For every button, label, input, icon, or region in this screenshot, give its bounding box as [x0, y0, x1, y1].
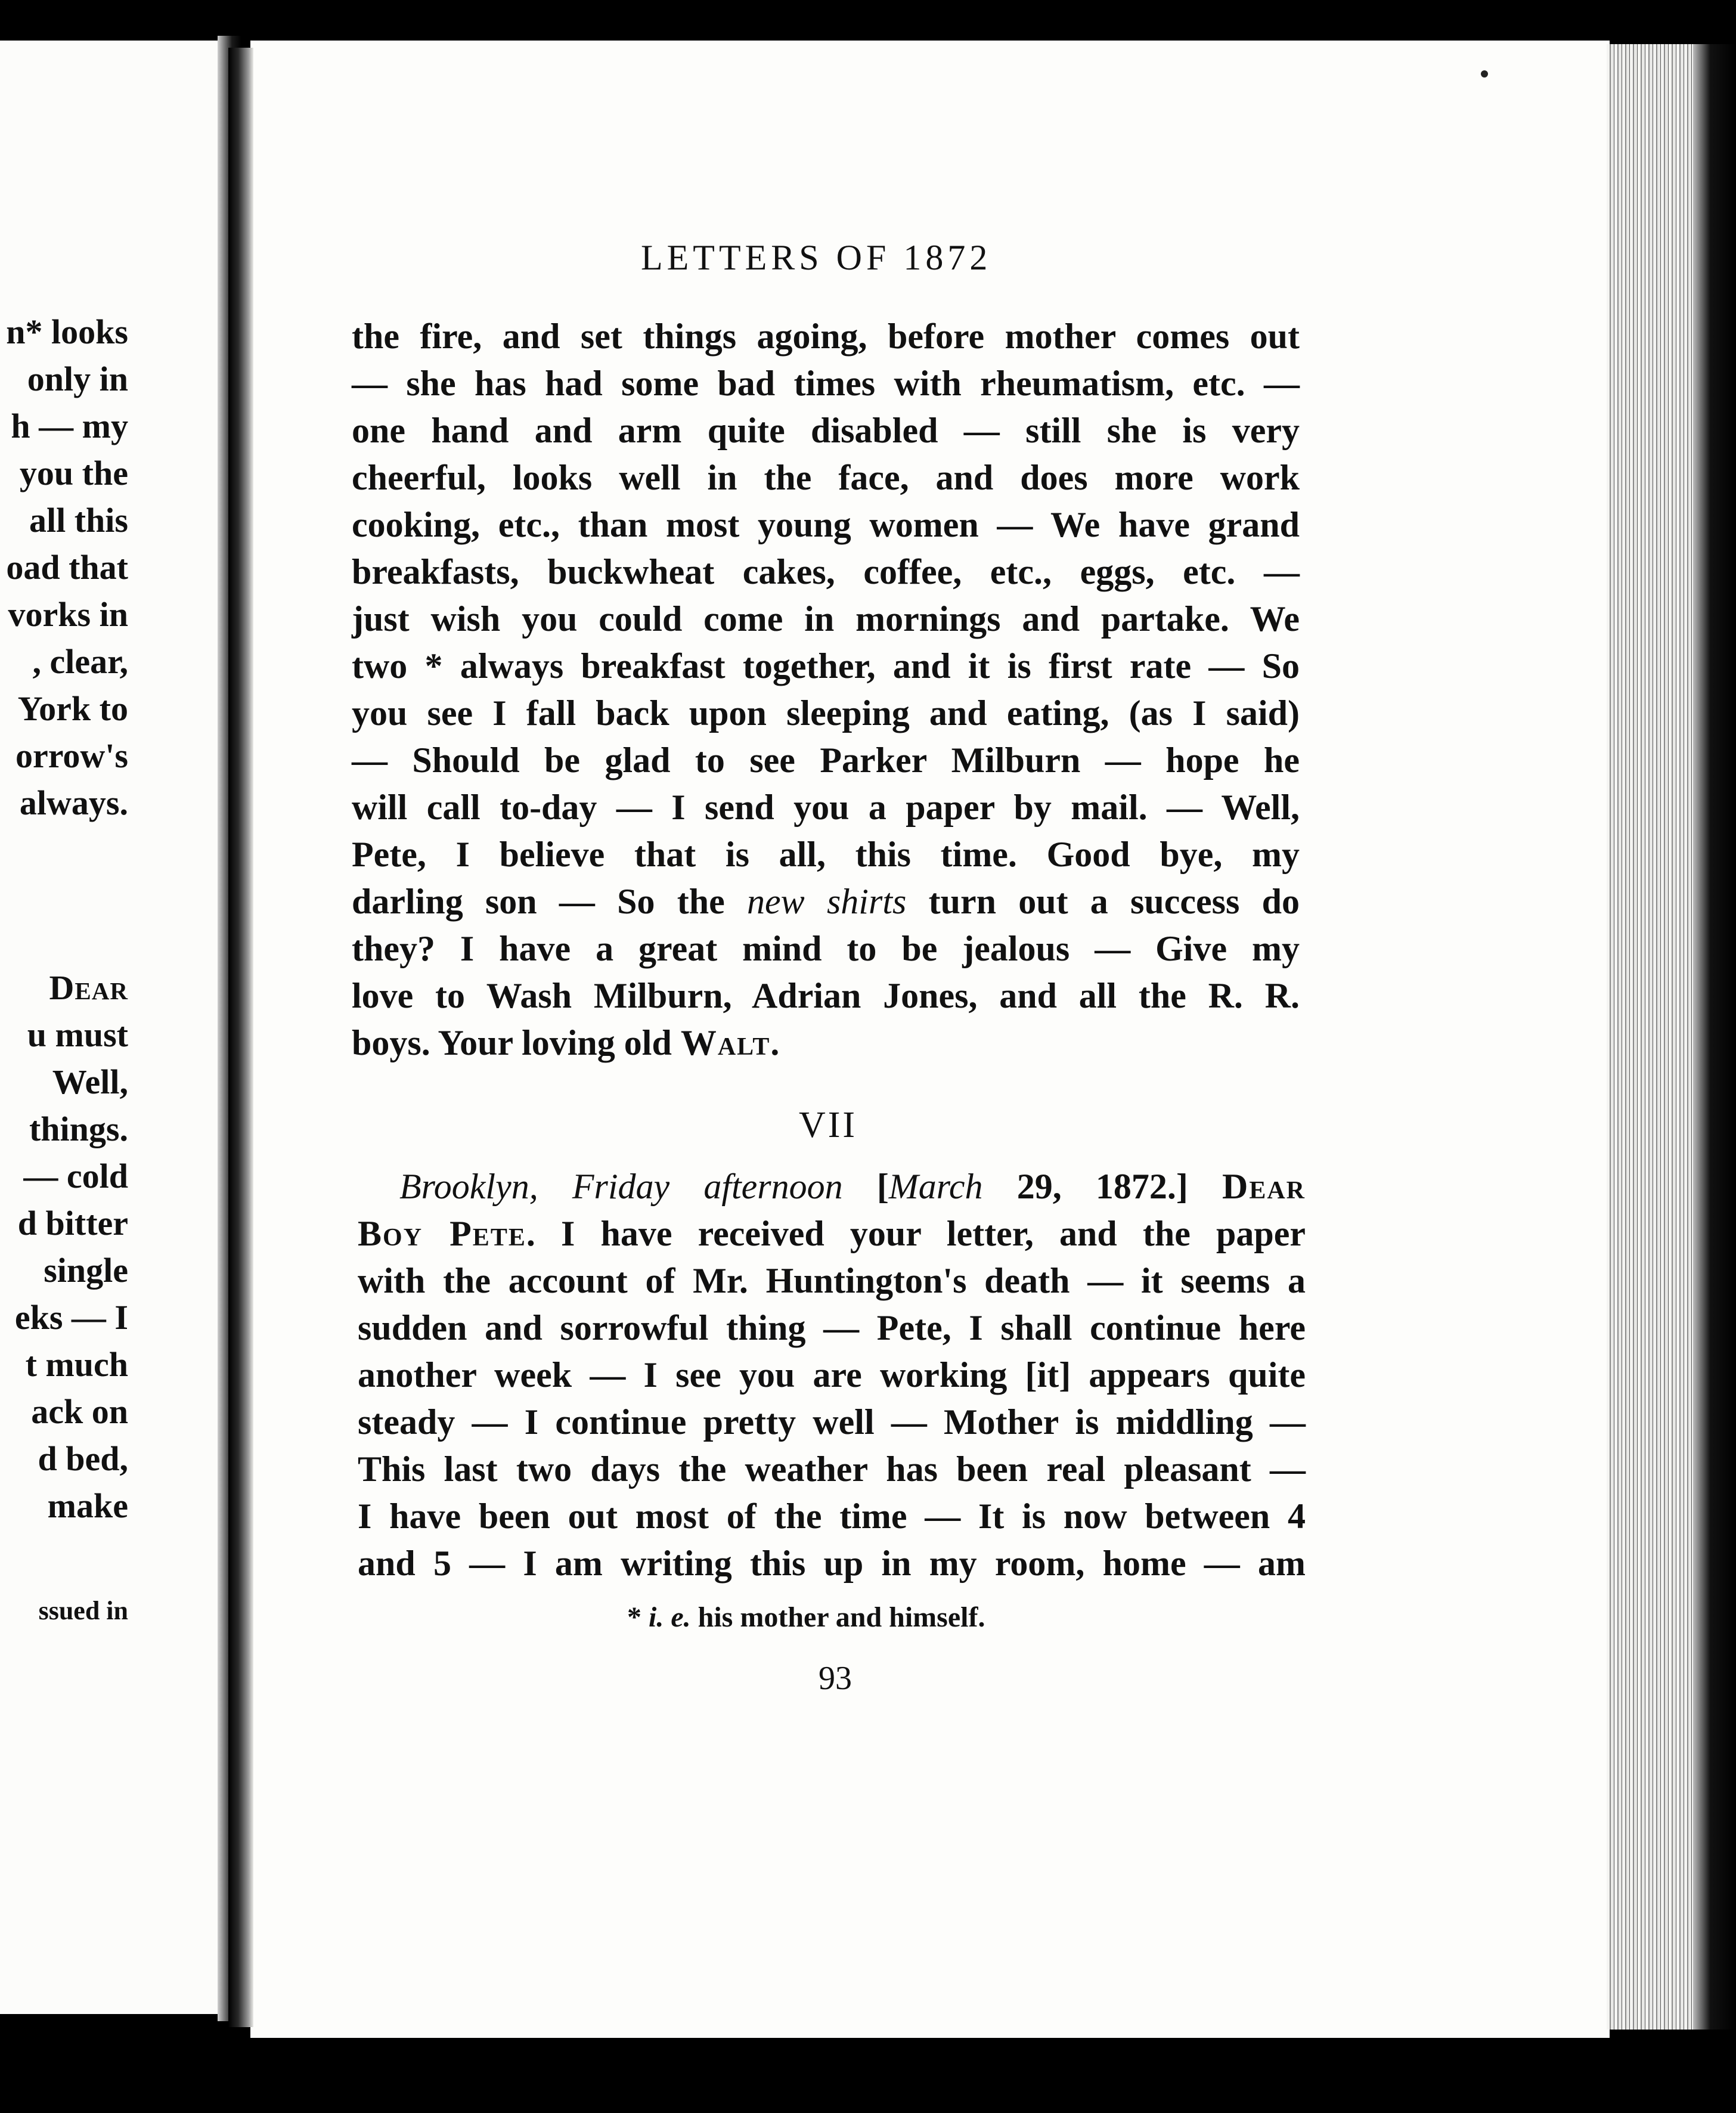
body-line: sudden and sorrowful thing — Pete, I shall continue here [358, 1308, 1306, 1347]
left-line: n* looks [6, 312, 128, 351]
body-line: steady — I continue pretty well — Mother is middling — [358, 1402, 1306, 1442]
page-number: 93 [819, 1660, 852, 1697]
italic-run: i. e. [649, 1601, 691, 1633]
left-line: orrow's [15, 736, 128, 775]
text-run: . I have received your letter, and the paper [526, 1214, 1306, 1253]
page-block-edges [1607, 44, 1699, 2030]
body-line [399, 1169, 1306, 1204]
left-line: things. [29, 1110, 128, 1148]
body-line: cheerful, looks well in the face, and does more work [352, 458, 1300, 497]
left-line: Well, [52, 1062, 128, 1101]
section-heading: VII [799, 1105, 858, 1145]
text-run: boys. Your loving old [352, 1023, 681, 1062]
ink-speck [1481, 70, 1488, 78]
book-edge-shadow [1693, 44, 1736, 2030]
left-line: oad that [6, 548, 128, 587]
left-line: eks — I [14, 1298, 128, 1337]
body-line: cooking, etc., than most young women — We have grand [352, 505, 1300, 544]
left-line: Dear [49, 968, 128, 1007]
footnote [627, 1601, 985, 1634]
signature: Walt [680, 1023, 771, 1062]
left-line: always. [19, 783, 128, 822]
left-footnote-fragment: ssued in [38, 1596, 128, 1625]
left-line: all this [29, 501, 128, 540]
left-line: d bed, [38, 1439, 128, 1478]
body-line: — Should be glad to see Parker Milburn — hope he [352, 741, 1300, 780]
body-line: with the account of Mr. Huntington's death — it seems a [358, 1261, 1306, 1300]
left-line: single [44, 1251, 128, 1290]
text-run: turn out a success do [906, 882, 1300, 921]
body-line: just wish you could come in mornings and partake. We [352, 599, 1300, 639]
left-line: u must [27, 1015, 128, 1054]
body-line: one hand and arm quite disabled — still she is very [352, 411, 1300, 450]
left-line: York to [17, 689, 128, 728]
text-run: [ [842, 1167, 889, 1206]
body-line [352, 1025, 1300, 1061]
footnote-text: his mother and himself. [690, 1601, 985, 1633]
left-line: , clear, [32, 642, 128, 681]
body-line: another week — I see you are working [it] appears quite [358, 1355, 1306, 1395]
body-line: Pete, I believe that is all, this time. Good bye, my [352, 835, 1300, 874]
left-line: you the [19, 454, 128, 492]
text-run: darling son — So the [352, 882, 748, 921]
left-line: ack on [31, 1392, 128, 1431]
body-line: I have been out most of the time — It is now between 4 [358, 1497, 1306, 1536]
left-line: make [47, 1486, 128, 1525]
body-line: two * always breakfast together, and it is first rate — So [352, 646, 1300, 686]
previous-page-fragment [0, 41, 230, 2014]
italic-run: March [888, 1167, 983, 1206]
text-run: . [770, 1023, 780, 1062]
salutation: Dear [1222, 1167, 1306, 1206]
body-line [358, 1216, 1306, 1251]
italic-run: Brooklyn, Friday afternoon [399, 1167, 843, 1206]
body-line: the fire, and set things agoing, before mother comes out [352, 317, 1300, 356]
body-line [352, 884, 1300, 919]
body-line: and 5 — I am writing this up in my room, home — am [358, 1544, 1306, 1583]
gutter-shadow-right [228, 48, 253, 2027]
left-line: t much [25, 1345, 128, 1384]
body-line: they? I have a great mind to be jealous — Give my [352, 929, 1300, 968]
footnote-marker: * [627, 1601, 649, 1633]
running-head: LETTERS OF 1872 [641, 238, 992, 277]
body-line: breakfasts, buckwheat cakes, coffee, etc., eggs, etc. — [352, 552, 1300, 591]
left-line: d bitter [17, 1204, 128, 1243]
left-line: — cold [23, 1157, 128, 1195]
body-line: This last two days the weather has been real pleasant — [358, 1449, 1306, 1489]
left-line: vorks in [8, 595, 128, 634]
left-line: h — my [11, 407, 128, 445]
salutation: Boy Pete [358, 1214, 526, 1253]
body-line: — she has had some bad times with rheumatism, etc. — [352, 364, 1300, 403]
body-line: love to Wash Milburn, Adrian Jones, and all the R. R. [352, 976, 1300, 1015]
left-line: only in [27, 360, 128, 398]
body-line: will call to-day — I send you a paper by mail. — Well, [352, 788, 1300, 827]
scan-background [0, 2039, 1736, 2113]
text-run: 29, 1872.] [982, 1167, 1222, 1206]
body-line: you see I fall back upon sleeping and eating, (as I said) [352, 693, 1300, 733]
italic-run: new shirts [747, 882, 907, 921]
